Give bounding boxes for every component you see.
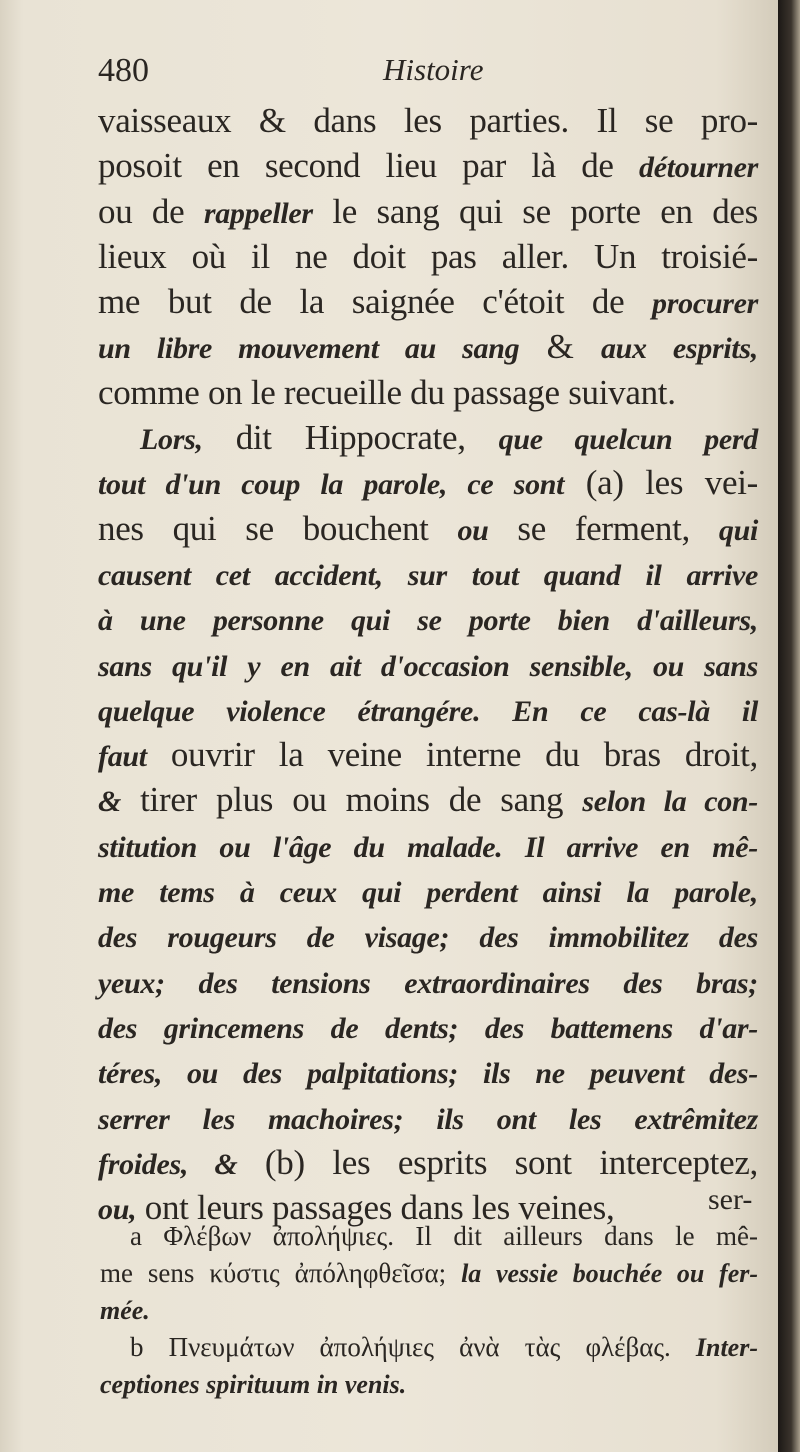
footnote-line (100, 1329, 758, 1366)
body-line (98, 370, 758, 415)
body-line (98, 98, 758, 143)
italic-text: faut (98, 740, 147, 774)
page-edge (778, 0, 800, 1452)
italic-text: téres, ou des palpitations; ils ne peuvent des- (98, 1057, 758, 1091)
main-text (98, 98, 758, 1230)
italic-text: ou, (98, 1193, 137, 1227)
italic-text: rappeller (203, 196, 313, 230)
body-line (98, 506, 758, 551)
italic-text: des grincemens de dents; des battemens d'ar- (98, 1011, 758, 1045)
body-line (98, 1095, 758, 1140)
body-line (98, 1004, 758, 1049)
text-run: ont leurs passages dans les veines, (136, 1188, 615, 1228)
footnote-line (100, 1292, 758, 1329)
italic-text: à une personne qui se porte bien d'ailleurs, (98, 604, 758, 638)
text-run: dit Hippocrate, (202, 418, 499, 458)
body-line (98, 143, 758, 188)
italic-text: & (98, 785, 122, 819)
text-run: posoit en second lieu par là de (98, 146, 639, 186)
text-run: le sang qui se porte en des (312, 191, 758, 231)
italic-text: quelque violence étrangére. En ce cas-là il (98, 694, 758, 728)
text-run: comme on le recueille du passage suivant. (98, 372, 676, 412)
italic-text: qui (718, 513, 758, 547)
italic-text: tout d'un coup la parole, ce sont (98, 468, 565, 502)
body-line (98, 687, 758, 732)
footnote-line (100, 1366, 758, 1403)
italic-text: stitution ou l'âge du malade. Il arrive en mê- (98, 830, 758, 864)
text-run: me sens κύστις ἀπόληφθεῖσα; (100, 1258, 462, 1288)
italic-text: Inter- (695, 1333, 758, 1362)
catchword: ser- (708, 1183, 753, 1216)
body-line (98, 1140, 758, 1185)
italic-text: serrer les machoires; ils ont les extrêmitez (98, 1102, 758, 1136)
text-run: nes qui se bouchent (98, 508, 458, 548)
body-line (98, 596, 758, 641)
italic-text: yeux; des tensions extraordinaires des bras; (98, 966, 758, 1000)
italic-text: des rougeurs de visage; des immobilitez des (98, 921, 758, 955)
body-line (98, 460, 758, 505)
italic-text: ceptiones spirituum in venis. (100, 1370, 407, 1399)
italic-text: la vessie bouchée ou fer- (461, 1259, 759, 1288)
text-run: vaisseaux & dans les parties. Il se pro- (98, 101, 758, 140)
italic-text: mée. (100, 1296, 150, 1325)
body-line (98, 234, 758, 279)
italic-text: détourner (639, 151, 758, 185)
text-run: lieux où il ne doit pas aller. Un troisié- (98, 236, 758, 276)
page-number: 480 (98, 52, 149, 89)
footnote-line (100, 1255, 758, 1292)
body-line (98, 777, 758, 822)
body-line (98, 913, 758, 958)
body-line (98, 415, 758, 460)
text-run: (b) les esprits sont interceptez, (237, 1142, 758, 1182)
footnote-line (100, 1218, 758, 1255)
text-run: se ferment, (488, 508, 719, 548)
footnotes (100, 1218, 758, 1403)
text-run: me but de la saignée c'étoit de (98, 282, 653, 322)
text-run: b Πνευμάτων ἀπολήψιες ἀνὰ τὰς φλέβας. (130, 1332, 696, 1362)
italic-text: un libre mouvement au sang (98, 332, 520, 366)
body-line (98, 1049, 758, 1094)
text-run: tirer plus ou moins de sang (121, 780, 583, 820)
body-line (98, 279, 758, 324)
italic-text: causent cet accident, sur tout quand il arrive (98, 558, 758, 592)
italic-text: Lors, (140, 423, 203, 457)
body-line (98, 868, 758, 913)
italic-text: sans qu'il y en ait d'occasion sensible, ou sans (98, 649, 758, 683)
text-run: ou de (98, 191, 204, 231)
running-title: Histoire (383, 52, 484, 87)
body-line (98, 959, 758, 1004)
text-run: (a) les vei- (564, 463, 758, 503)
italic-text: ou (457, 513, 489, 547)
page-header (98, 48, 758, 98)
body-line (98, 732, 758, 777)
italic-text: selon la con- (582, 785, 758, 819)
text-run: & (519, 327, 601, 367)
body-line (98, 324, 758, 369)
text-run: a Φλέβων ἀπολήψιες. Il dit ailleurs dans le mê- (130, 1221, 758, 1251)
italic-text: me tems à ceux qui perdent ainsi la parole, (98, 876, 758, 910)
italic-text: froides, & (98, 1147, 238, 1181)
text-run: ouvrir la veine interne du bras droit, (146, 735, 758, 775)
italic-text: que quelcun perd (498, 423, 758, 457)
body-line (98, 189, 758, 234)
italic-text: procurer (652, 287, 758, 321)
body-line (98, 642, 758, 687)
body-line (98, 823, 758, 868)
italic-text: aux esprits, (600, 332, 758, 366)
body-line (98, 551, 758, 596)
